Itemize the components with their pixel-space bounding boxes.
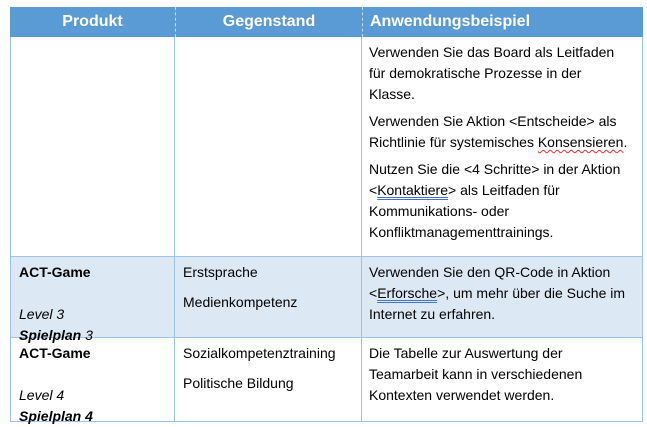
- text-span: >, um mehr über die Suche im: [437, 285, 626, 301]
- text-line: [369, 180, 642, 201]
- plan-number: 4: [85, 408, 93, 424]
- subject-item: Erstsprache: [183, 264, 258, 280]
- text-line: Konfliktmanagementtrainings.: [369, 224, 554, 240]
- row3-product-cell: [10, 338, 175, 422]
- row2-subject-cell: [175, 257, 362, 338]
- product-level: Level 4: [19, 387, 65, 403]
- subject-item: Politische Bildung: [183, 375, 294, 391]
- text-line: [369, 132, 642, 153]
- row2-product-cell: [10, 257, 175, 343]
- header-anwendungsbeispiel: Anwendungsbeispiel: [362, 7, 643, 37]
- text-line: Kontexten verwendet werden.: [369, 387, 555, 403]
- spellcheck-marked-word: Konsensieren: [537, 134, 624, 150]
- text-span: > als Leitfaden für: [448, 182, 560, 198]
- product-name: ACT-Game: [19, 264, 91, 280]
- row1-example-cell: [362, 37, 643, 257]
- product-table: [10, 7, 643, 422]
- header-produkt: Produkt: [10, 7, 175, 37]
- row1-example-paragraph-2: [369, 111, 642, 153]
- text-line: für demokratische Prozesse in der: [369, 65, 582, 81]
- text-span: <: [369, 182, 378, 198]
- plan-label: Spielplan: [19, 408, 82, 424]
- text-line: Teamarbeit kann in verschiedenen: [369, 366, 583, 382]
- text-line: Die Tabelle zur Auswertung der: [369, 345, 563, 361]
- row3-subject-cell: [175, 338, 362, 422]
- text-line: [369, 283, 642, 304]
- text-span: .: [623, 134, 628, 150]
- grammar-marked-word: Kontaktiere: [377, 182, 449, 198]
- row1-subject-cell: [175, 37, 362, 257]
- text-line: Verwenden Sie Aktion <Entscheide> als: [369, 113, 617, 129]
- subject-item: Medienkompetenz: [183, 294, 298, 310]
- grammar-marked-word: Erforsche: [377, 285, 438, 301]
- plan-number: 3: [85, 327, 93, 343]
- text-line: Verwenden Sie das Board als Leitfaden: [369, 44, 615, 60]
- text-line: Klasse.: [369, 86, 415, 102]
- header-gegenstand: Gegenstand: [175, 7, 362, 37]
- product-name: ACT-Game: [19, 345, 91, 361]
- row1-example-paragraph-3: [369, 159, 642, 243]
- text-line: Internet zu erfahren.: [369, 306, 496, 322]
- row1-example-paragraph-1: [369, 42, 642, 105]
- text-line: Verwenden Sie den QR-Code in Aktion: [369, 264, 611, 280]
- plan-label: Spielplan: [19, 327, 82, 343]
- row1-product-cell: [10, 37, 175, 257]
- text-line: Nutzen Sie die <4 Schritte> in der Aktion: [369, 161, 621, 177]
- text-span: Richtlinie für systemisches: [369, 134, 538, 150]
- subject-item: Sozialkompetenztraining: [183, 345, 336, 361]
- row3-example-cell: [362, 338, 643, 422]
- row2-example-cell: [362, 257, 643, 338]
- product-level: Level 3: [19, 306, 65, 322]
- text-line: Kommunikations- oder: [369, 203, 510, 219]
- text-span: <: [369, 285, 378, 301]
